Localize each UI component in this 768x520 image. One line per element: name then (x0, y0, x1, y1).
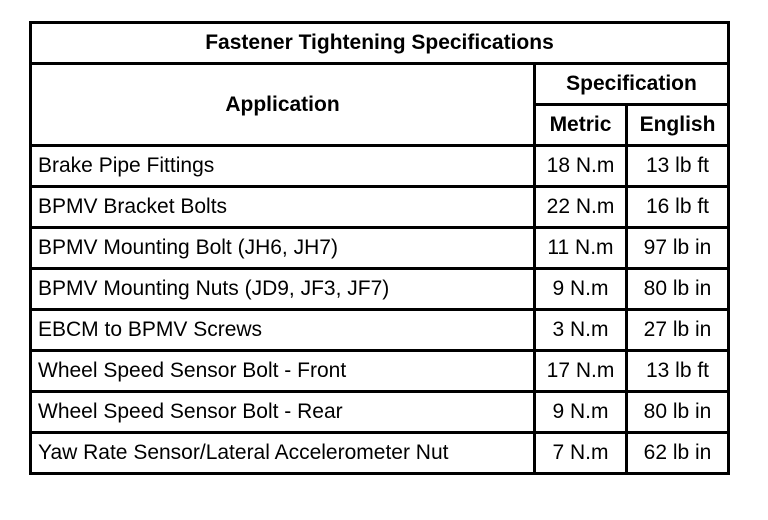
header-row-1 (31, 64, 729, 105)
application-header: Application (31, 64, 535, 146)
application-cell: Yaw Rate Sensor/Lateral Accelerometer Nut (31, 433, 535, 474)
english-cell: 13 lb ft (627, 351, 729, 392)
application-cell: BPMV Mounting Bolt (JH6, JH7) (31, 228, 535, 269)
table-row (31, 433, 729, 474)
metric-cell: 9 N.m (535, 269, 627, 310)
english-cell: 97 lb in (627, 228, 729, 269)
table-row (31, 146, 729, 187)
metric-cell: 9 N.m (535, 392, 627, 433)
metric-cell: 18 N.m (535, 146, 627, 187)
application-cell: Wheel Speed Sensor Bolt - Front (31, 351, 535, 392)
application-cell: Brake Pipe Fittings (31, 146, 535, 187)
application-cell: Wheel Speed Sensor Bolt - Rear (31, 392, 535, 433)
metric-cell: 7 N.m (535, 433, 627, 474)
spec-table-container (29, 21, 730, 475)
table-row (31, 228, 729, 269)
metric-header: Metric (535, 105, 627, 146)
fastener-spec-table (29, 21, 730, 475)
english-cell: 27 lb in (627, 310, 729, 351)
table-row (31, 187, 729, 228)
title-row (31, 23, 729, 64)
metric-cell: 22 N.m (535, 187, 627, 228)
metric-cell: 17 N.m (535, 351, 627, 392)
metric-cell: 3 N.m (535, 310, 627, 351)
english-cell: 80 lb in (627, 269, 729, 310)
application-cell: EBCM to BPMV Screws (31, 310, 535, 351)
application-cell: BPMV Mounting Nuts (JD9, JF3, JF7) (31, 269, 535, 310)
english-cell: 16 lb ft (627, 187, 729, 228)
specification-header: Specification (535, 64, 729, 105)
table-row (31, 392, 729, 433)
english-cell: 13 lb ft (627, 146, 729, 187)
metric-cell: 11 N.m (535, 228, 627, 269)
table-row (31, 269, 729, 310)
english-header: English (627, 105, 729, 146)
table-title: Fastener Tightening Specifications (31, 23, 729, 64)
application-cell: BPMV Bracket Bolts (31, 187, 535, 228)
english-cell: 80 lb in (627, 392, 729, 433)
table-row (31, 310, 729, 351)
table-row (31, 351, 729, 392)
english-cell: 62 lb in (627, 433, 729, 474)
